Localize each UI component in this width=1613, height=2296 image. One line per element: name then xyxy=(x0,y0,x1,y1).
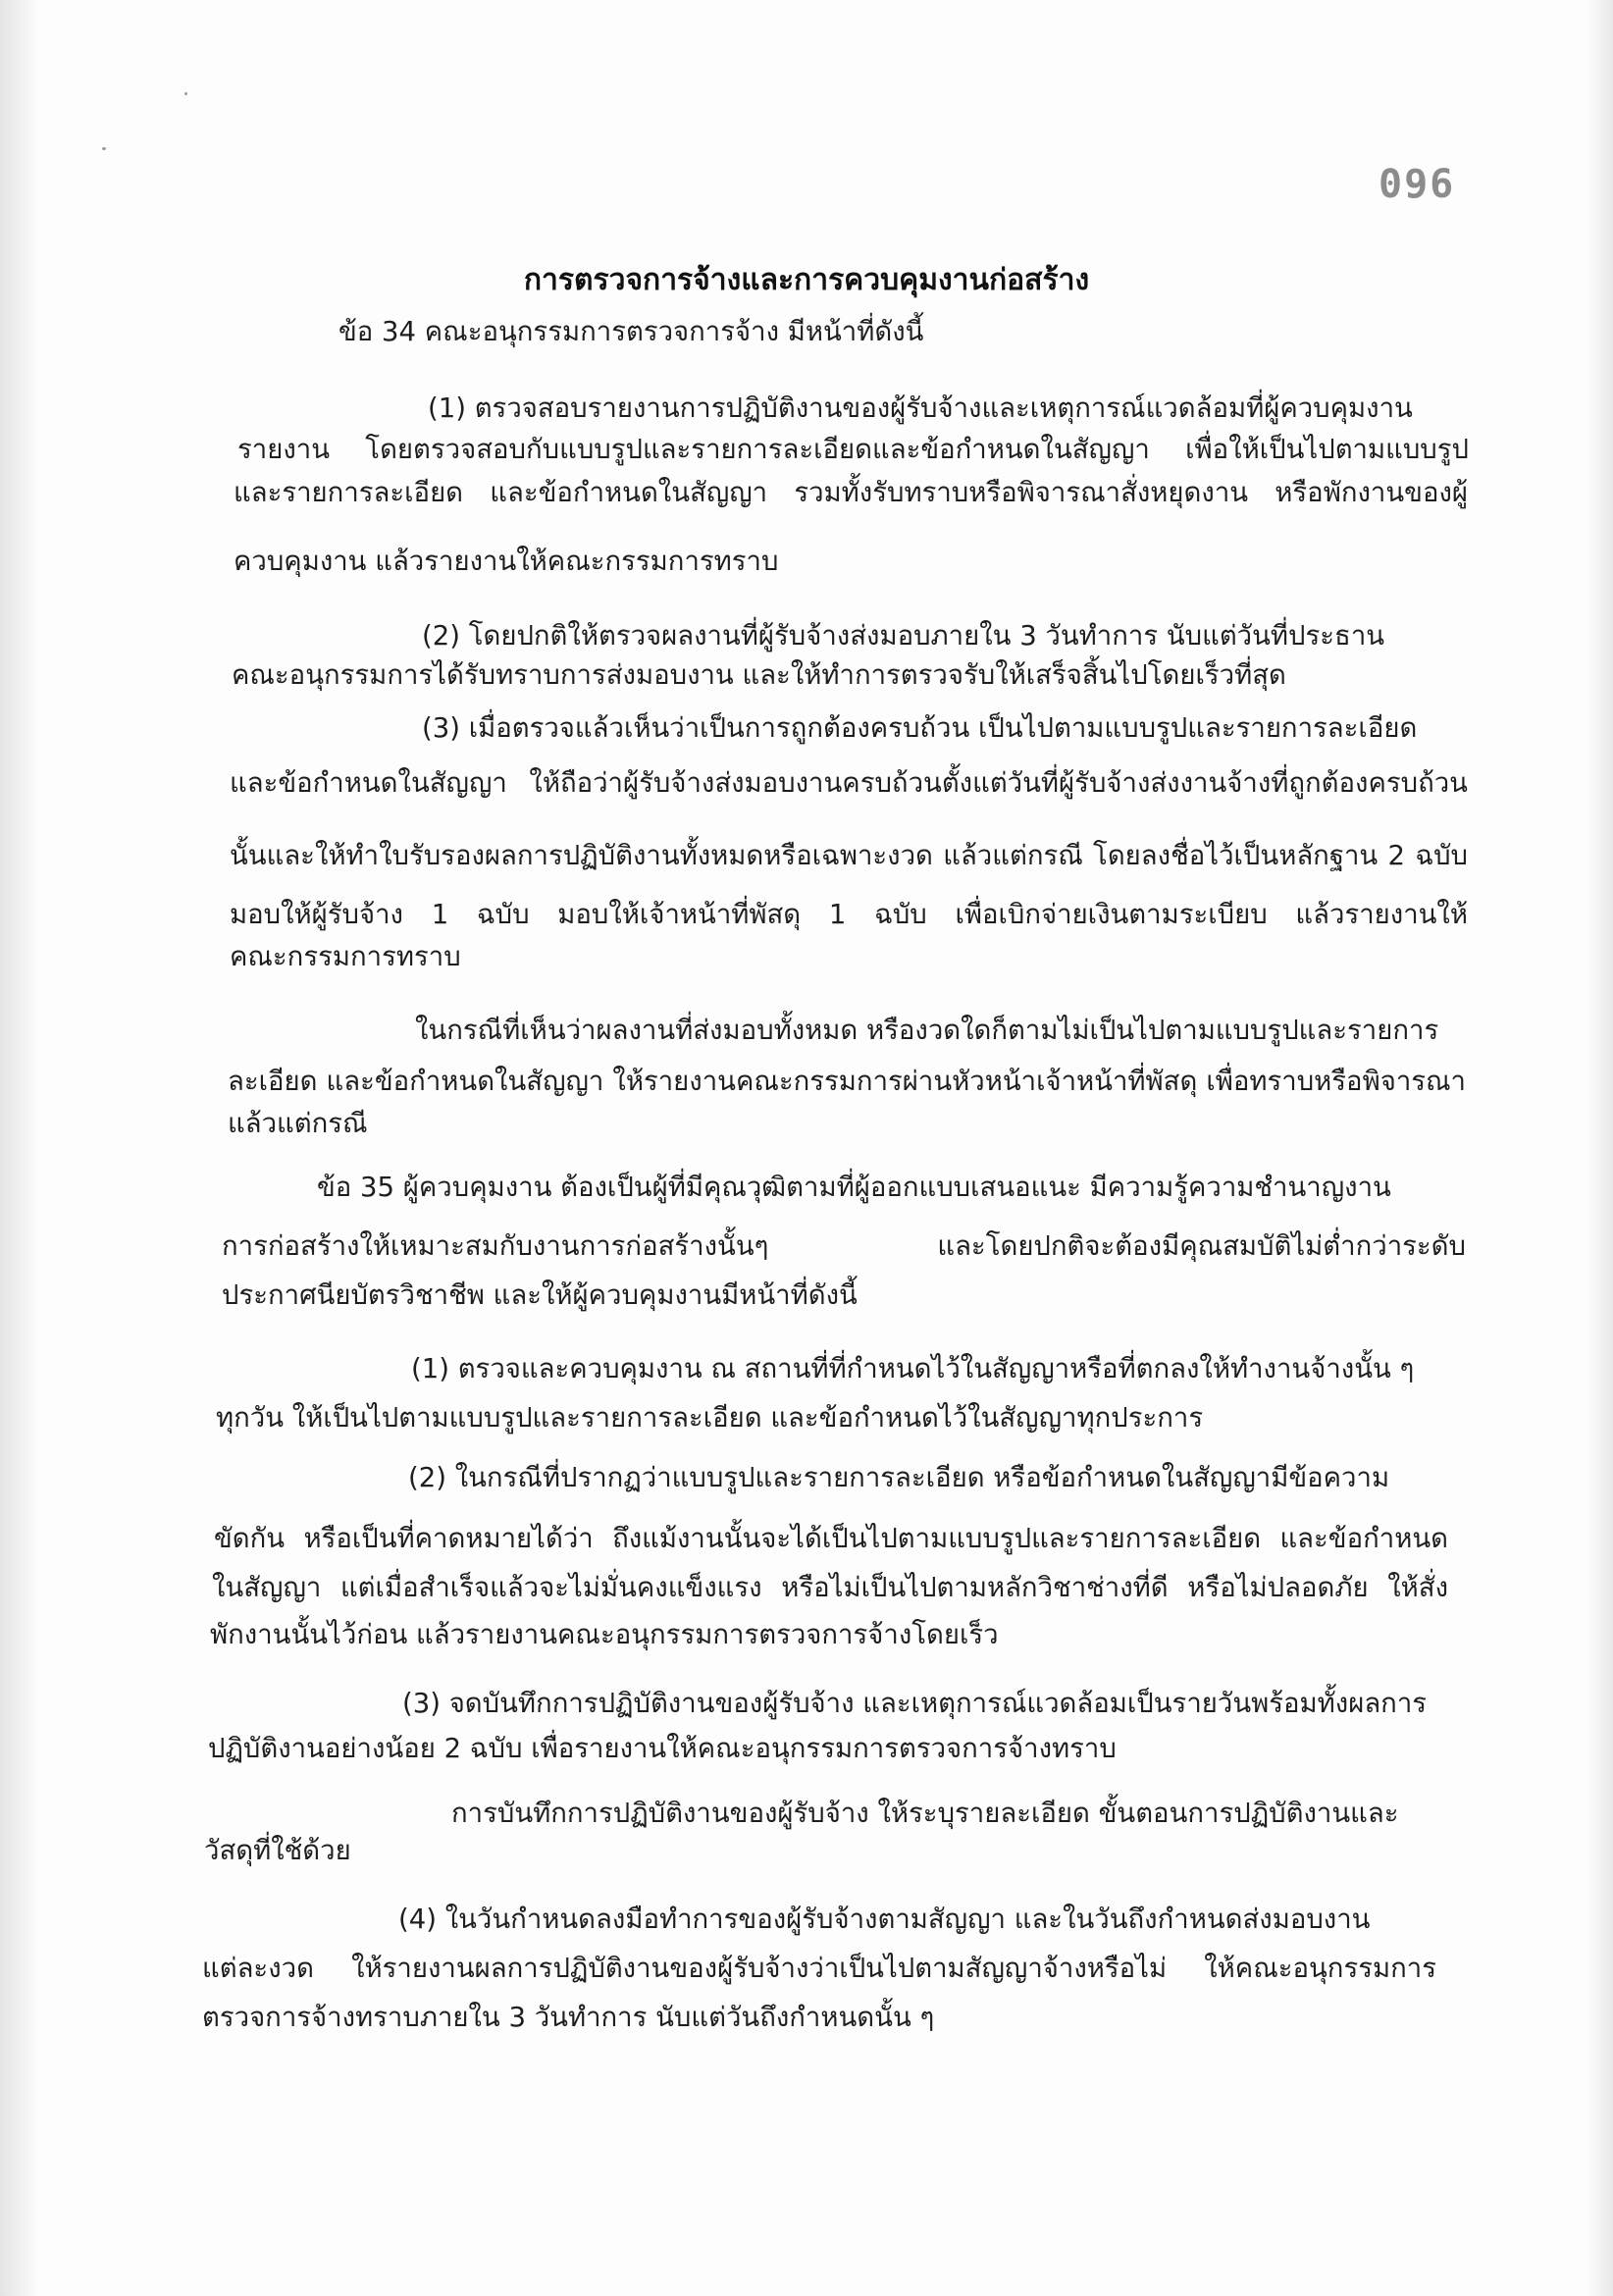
clause-34-item-1-line: รายงาน โดยตรวจสอบกับแบบรูปและรายการละเอียดและข้อกำหนดในสัญญา เพื่อให้เป็นไปตามแบบรูป xyxy=(237,434,1469,465)
clause-34-item-3-line: นั้นและให้ทำใบรับรองผลการปฏิบัติงานทั้งหมดหรือเฉพาะงวด แล้วแต่กรณี โดยลงชื่อไว้เป็นหลักฐาน 2 ฉบับ xyxy=(230,840,1468,871)
clause-35-item-3-note-first-line: การบันทึกการปฏิบัติงานของผู้รับจ้าง ให้ระบุรายละเอียด ขั้นตอนการปฏิบัติงานและ xyxy=(451,1798,1399,1829)
clause-34-item-3-line: คณะกรรมการทราบ xyxy=(230,941,461,972)
clause-34-heading: ข้อ 34 คณะอนุกรรมการตรวจการจ้าง มีหน้าที่ดังนี้ xyxy=(338,316,924,347)
clause-35-item-3-first-line: (3) จดบันทึกการปฏิบัติงานของผู้รับจ้าง และเหตุการณ์แวดล้อมเป็นรายวันพร้อมทั้งผลการ xyxy=(402,1688,1428,1719)
clause-34-paragraph-line: ละเอียด และข้อกำหนดในสัญญา ให้รายงานคณะกรรมการผ่านหัวหน้าเจ้าหน้าที่พัสดุ เพื่อทราบหรือพิจารณา xyxy=(228,1066,1466,1097)
page-number-stamp: 096 xyxy=(1379,162,1456,207)
clause-34-item-3-first-line: (3) เมื่อตรวจแล้วเห็นว่าเป็นการถูกต้องครบถ้วน เป็นไปตามแบบรูปและรายการละเอียด xyxy=(422,712,1418,744)
clause-35-item-4-first-line: (4) ในวันกำหนดลงมือทำการของผู้รับจ้างตามสัญญา และในวันถึงกำหนดส่งมอบงาน xyxy=(398,1904,1371,1935)
document-title: การตรวจการจ้างและการควบคุมงานก่อสร้าง xyxy=(523,263,1090,297)
clause-35-item-2-first-line: (2) ในกรณีที่ปรากฏว่าแบบรูปและรายการละเอียด หรือข้อกำหนดในสัญญามีข้อความ xyxy=(408,1462,1390,1493)
scan-edge-shadow-right xyxy=(1587,0,1613,2296)
clause-35-item-2-line: ในสัญญา แต่เมื่อสำเร็จแล้วจะไม่มั่นคงแข็งแรง หรือไม่เป็นไปตามหลักวิชาช่างที่ดี หรือไม่ปลอดภัย ให้สั่ง xyxy=(212,1572,1448,1603)
clause-35-item-1-first-line: (1) ตรวจและควบคุมงาน ณ สถานที่ที่กำหนดไว้ในสัญญาหรือที่ตกลงให้ทำงานจ้างนั้น ๆ xyxy=(411,1353,1415,1384)
clause-34-item-1-line: และรายการละเอียด และข้อกำหนดในสัญญา รวมทั้งรับทราบหรือพิจารณาสั่งหยุดงาน หรือพักงานของผู้ xyxy=(234,477,1468,508)
clause-35-item-3-note-line: วัสดุที่ใช้ด้วย xyxy=(204,1835,351,1866)
scan-speck xyxy=(184,92,187,95)
clause-35-line: การก่อสร้างให้เหมาะสมกับงานการก่อสร้างนั้นๆ และโดยปกติจะต้องมีคุณสมบัติไม่ต่ำกว่าระดับ xyxy=(222,1230,1466,1262)
clause-34-paragraph-first-line: ในกรณีที่เห็นว่าผลงานที่ส่งมอบทั้งหมด หรืองวดใดก็ตามไม่เป็นไปตามแบบรูปและรายการ xyxy=(415,1015,1439,1046)
clause-35-heading: ข้อ 35 ผู้ควบคุมงาน ต้องเป็นผู้ที่มีคุณวุฒิตามที่ผู้ออกแบบเสนอแนะ มีความรู้ความชำนาญงาน xyxy=(317,1172,1391,1203)
clause-34-item-2-line: คณะอนุกรรมการได้รับทราบการส่งมอบงาน และให้ทำการตรวจรับให้เสร็จสิ้นไปโดยเร็วที่สุด xyxy=(232,659,1286,691)
clause-34-item-3-line: มอบให้ผู้รับจ้าง 1 ฉบับ มอบให้เจ้าหน้าที่พัสดุ 1 ฉบับ เพื่อเบิกจ่ายเงินตามระเบียบ แล้วรายงานให้ xyxy=(230,899,1468,930)
clause-34-item-1-line: ควบคุมงาน แล้วรายงานให้คณะกรรมการทราบ xyxy=(234,546,779,577)
clause-34-paragraph-line: แล้วแต่กรณี xyxy=(228,1108,368,1139)
clause-34-item-3-line: และข้อกำหนดในสัญญา ให้ถือว่าผู้รับจ้างส่งมอบงานครบถ้วนตั้งแต่วันที่ผู้รับจ้างส่งงานจ้างที่ถูกต้องครบถ้วน xyxy=(230,767,1468,799)
clause-35-item-4-line: ตรวจการจ้างทราบภายใน 3 วันทำการ นับแต่วันถึงกำหนดนั้น ๆ xyxy=(202,2002,935,2033)
clause-35-line: ประกาศนียบัตรวิชาชีพ และให้ผู้ควบคุมงานมีหน้าที่ดังนี้ xyxy=(222,1279,858,1311)
clause-35-item-3-line: ปฏิบัติงานอย่างน้อย 2 ฉบับ เพื่อรายงานให้คณะอนุกรรมการตรวจการจ้างทราบ xyxy=(208,1733,1117,1764)
clause-34-item-1-first-line: (1) ตรวจสอบรายงานการปฏิบัติงานของผู้รับจ้างและเหตุการณ์แวดล้อมที่ผู้ควบคุมงาน xyxy=(428,392,1413,424)
clause-34-item-2-first-line: (2) โดยปกติให้ตรวจผลงานที่ผู้รับจ้างส่งมอบภายใน 3 วันทำการ นับแต่วันที่ประธาน xyxy=(422,620,1385,652)
scan-speck xyxy=(102,147,106,150)
clause-35-item-2-line: ขัดกัน หรือเป็นที่คาดหมายได้ว่า ถึงแม้งานนั้นจะได้เป็นไปตามแบบรูปและรายการละเอียด และข้อกำหนด xyxy=(214,1523,1448,1554)
scan-edge-shadow-left xyxy=(0,0,39,2296)
clause-35-item-2-line: พักงานนั้นไว้ก่อน แล้วรายงานคณะอนุกรรมการตรวจการจ้างโดยเร็ว xyxy=(210,1619,999,1650)
clause-35-item-1-line: ทุกวัน ให้เป็นไปตามแบบรูปและรายการละเอียด และข้อกำหนดไว้ในสัญญาทุกประการ xyxy=(216,1402,1204,1434)
clause-35-item-4-line: แต่ละงวด ให้รายงานผลการปฏิบัติงานของผู้รับจ้างว่าเป็นไปตามสัญญาจ้างหรือไม่ ให้คณะอนุกรรมการ xyxy=(202,1953,1436,1984)
